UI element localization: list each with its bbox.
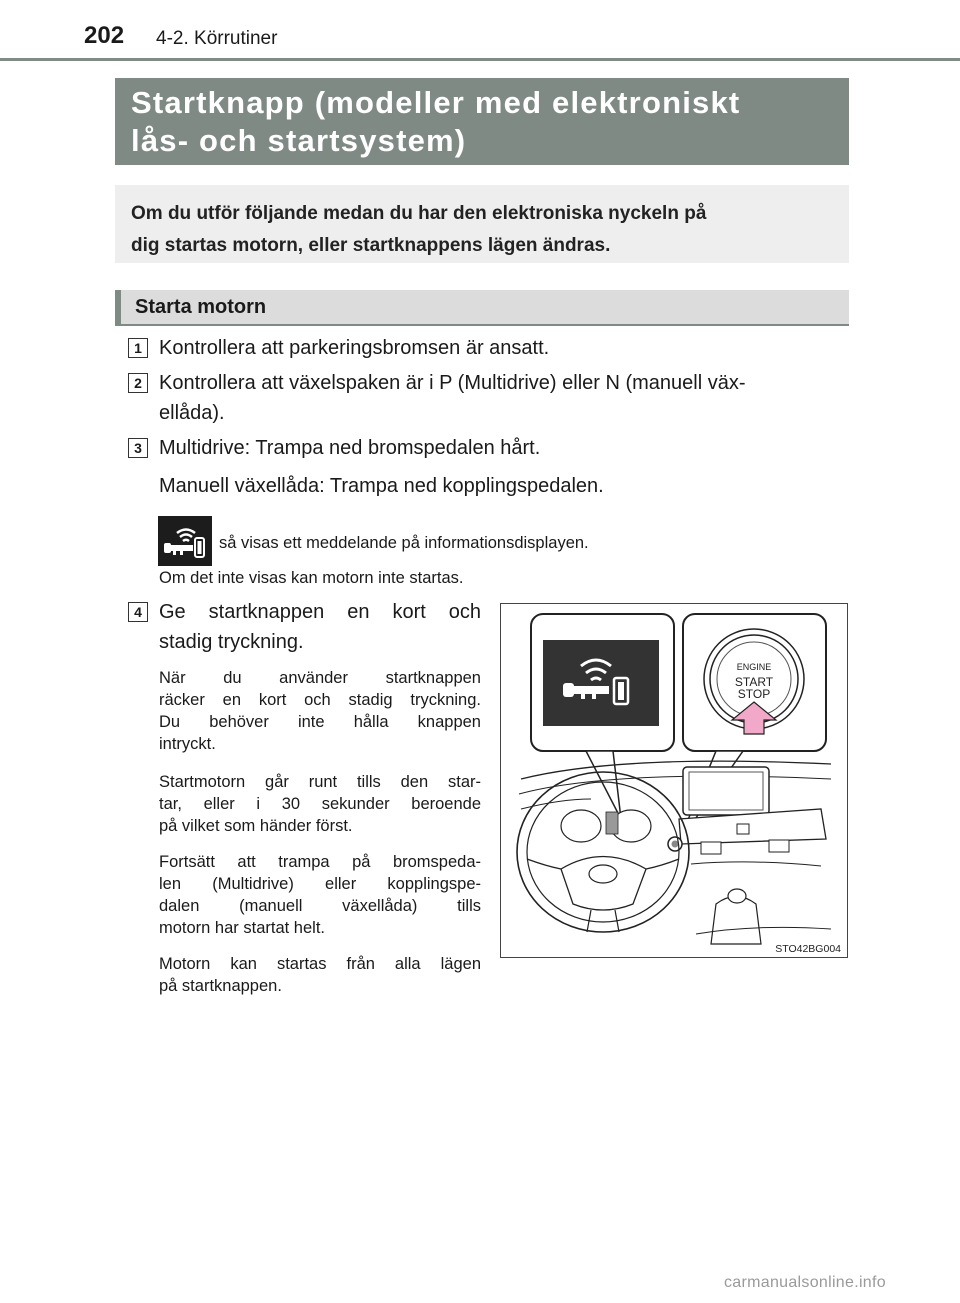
step-4-line-1: Ge startknappen en kort och: [159, 601, 481, 623]
step-number-3: 3: [128, 438, 148, 458]
step-number-2: 2: [128, 373, 148, 393]
watermark: carmanualsonline.info: [724, 1274, 886, 1291]
intro-line-1: Om du utför följande medan du har den elektroniska nyckeln på: [131, 203, 707, 224]
icon-note-warning: Om det inte visas kan motorn inte startas.: [159, 569, 464, 587]
dashboard-drawing: [501, 604, 847, 957]
step-4-note-1: När du använder startknappen räcker en kort och stadig tryckning. Du behöver inte hålla knappen intryckt.: [159, 669, 481, 753]
engine-button-label-1: ENGINE: [736, 662, 772, 672]
engine-button-label-2: START: [734, 675, 774, 689]
intro-line-2: dig startas motorn, eller startknappens lägen ändras.: [131, 235, 611, 256]
step-4-note-2: Startmotorn går runt tills den star- tar, eller i 30 sekunder beroende på vilket som händer först.: [159, 773, 481, 835]
step-4-note-4: Motorn kan startas från alla lägen på startknappen.: [159, 955, 481, 995]
figure-code: STO42BG004: [775, 943, 841, 955]
smart-key-indicator: [158, 516, 212, 566]
step-4-line-2: stadig tryckning.: [159, 631, 304, 653]
smart-key-icon: [158, 516, 212, 566]
step-2-line-1: Kontrollera att växelspaken är i P (Multidrive) eller N (manuell väx-: [159, 372, 746, 394]
step-number-4: 4: [128, 602, 148, 622]
section-label: 4-2. Körrutiner: [156, 28, 278, 49]
subheading: Starta motorn: [115, 290, 849, 326]
icon-note-text: så visas ett meddelande på informationsdisplayen.: [219, 534, 589, 552]
page-number: 202: [84, 22, 125, 49]
step-3-line-1: Multidrive: Trampa ned bromspedalen hårt.: [159, 437, 541, 459]
page-title-line-1: Startknapp (modeller med elektroniskt: [131, 85, 741, 120]
step-3-line-2: Manuell växellåda: Trampa ned kopplingspedalen.: [159, 475, 604, 497]
page-title-line-2: lås- och startsystem): [131, 123, 467, 158]
intro-box: [115, 185, 849, 263]
step-number-1: 1: [128, 338, 148, 358]
header-rule: [0, 58, 960, 61]
page-title: [115, 78, 849, 165]
step-1-text: Kontrollera att parkeringsbromsen är ansatt.: [159, 337, 550, 359]
step-2-line-2: ellåda).: [159, 402, 225, 424]
engine-button-label-3: STOP: [737, 687, 771, 701]
dashboard-illustration: [500, 603, 848, 958]
step-4-note-3: Fortsätt att trampa på bromspeda- len (Multidrive) eller kopplingspe- dalen (manuell växellåda) tills motorn har startat helt.: [159, 853, 481, 937]
